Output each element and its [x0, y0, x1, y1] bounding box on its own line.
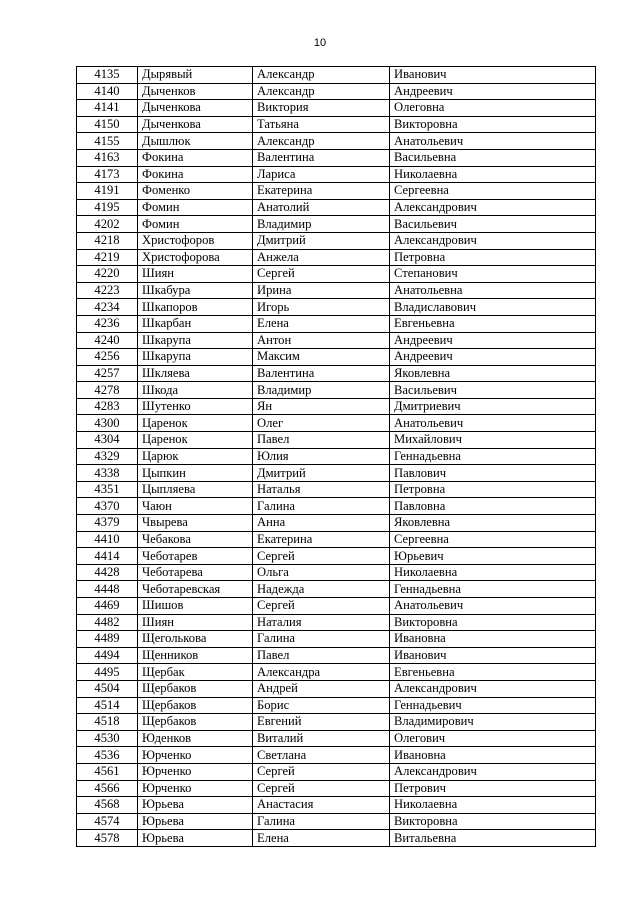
last-name-cell: Чеботарев	[138, 548, 253, 565]
last-name-cell: Фокина	[138, 149, 253, 166]
first-name-cell: Александр	[253, 83, 390, 100]
registry-number-cell: 4338	[77, 465, 138, 482]
first-name-cell: Сергей	[253, 780, 390, 797]
registry-number-cell: 4163	[77, 149, 138, 166]
first-name-cell: Александр	[253, 67, 390, 84]
first-name-cell: Валентина	[253, 365, 390, 382]
table-row	[77, 797, 596, 814]
registry-number-cell: 4140	[77, 83, 138, 100]
table-row	[77, 465, 596, 482]
table-row	[77, 697, 596, 714]
registry-number-cell: 4155	[77, 133, 138, 150]
table-row	[77, 116, 596, 133]
patronymic-cell: Геннадьевич	[390, 697, 596, 714]
first-name-cell: Екатерина	[253, 183, 390, 200]
registry-number-cell: 4329	[77, 448, 138, 465]
last-name-cell: Цыпляева	[138, 481, 253, 498]
registry-number-cell: 4141	[77, 100, 138, 117]
first-name-cell: Юлия	[253, 448, 390, 465]
patronymic-cell: Анатольевна	[390, 282, 596, 299]
first-name-cell: Анастасия	[253, 797, 390, 814]
first-name-cell: Наталья	[253, 481, 390, 498]
first-name-cell: Анатолий	[253, 199, 390, 216]
patronymic-cell: Павлович	[390, 465, 596, 482]
table-row	[77, 232, 596, 249]
first-name-cell: Лариса	[253, 166, 390, 183]
last-name-cell: Дыченкова	[138, 116, 253, 133]
patronymic-cell: Анатольевич	[390, 598, 596, 615]
registry-number-cell: 4256	[77, 349, 138, 366]
patronymic-cell: Юрьевич	[390, 548, 596, 565]
last-name-cell: Цыпкин	[138, 465, 253, 482]
registry-table-body	[77, 67, 596, 847]
registry-number-cell: 4448	[77, 581, 138, 598]
last-name-cell: Шкарупа	[138, 332, 253, 349]
first-name-cell: Надежда	[253, 581, 390, 598]
patronymic-cell: Петровна	[390, 249, 596, 266]
first-name-cell: Павел	[253, 432, 390, 449]
table-row	[77, 266, 596, 283]
last-name-cell: Шкапоров	[138, 299, 253, 316]
last-name-cell: Щербаков	[138, 697, 253, 714]
first-name-cell: Антон	[253, 332, 390, 349]
last-name-cell: Юденков	[138, 730, 253, 747]
registry-number-cell: 4566	[77, 780, 138, 797]
last-name-cell: Шишов	[138, 598, 253, 615]
patronymic-cell: Викторовна	[390, 813, 596, 830]
last-name-cell: Христофоров	[138, 232, 253, 249]
registry-number-cell: 4568	[77, 797, 138, 814]
first-name-cell: Елена	[253, 315, 390, 332]
registry-number-cell: 4220	[77, 266, 138, 283]
patronymic-cell: Геннадьевна	[390, 581, 596, 598]
first-name-cell: Владимир	[253, 382, 390, 399]
table-row	[77, 747, 596, 764]
first-name-cell: Евгений	[253, 714, 390, 731]
table-row	[77, 498, 596, 515]
registry-number-cell: 4234	[77, 299, 138, 316]
first-name-cell: Павел	[253, 647, 390, 664]
table-row	[77, 415, 596, 432]
last-name-cell: Чвырева	[138, 515, 253, 532]
patronymic-cell: Евгеньевна	[390, 664, 596, 681]
registry-number-cell: 4561	[77, 763, 138, 780]
registry-number-cell: 4578	[77, 830, 138, 847]
first-name-cell: Елена	[253, 830, 390, 847]
first-name-cell: Виталий	[253, 730, 390, 747]
first-name-cell: Максим	[253, 349, 390, 366]
registry-number-cell: 4218	[77, 232, 138, 249]
patronymic-cell: Павловна	[390, 498, 596, 515]
first-name-cell: Валентина	[253, 149, 390, 166]
patronymic-cell: Иванович	[390, 647, 596, 664]
table-row	[77, 349, 596, 366]
last-name-cell: Юрченко	[138, 747, 253, 764]
last-name-cell: Щербак	[138, 664, 253, 681]
first-name-cell: Александра	[253, 664, 390, 681]
table-row	[77, 448, 596, 465]
first-name-cell: Наталия	[253, 614, 390, 631]
table-row	[77, 315, 596, 332]
table-row	[77, 67, 596, 84]
registry-number-cell: 4257	[77, 365, 138, 382]
last-name-cell: Шкабура	[138, 282, 253, 299]
patronymic-cell: Ивановна	[390, 631, 596, 648]
patronymic-cell: Викторовна	[390, 116, 596, 133]
registry-number-cell: 4150	[77, 116, 138, 133]
first-name-cell: Игорь	[253, 299, 390, 316]
table-row	[77, 614, 596, 631]
table-row	[77, 664, 596, 681]
patronymic-cell: Геннадьевна	[390, 448, 596, 465]
patronymic-cell: Александрович	[390, 763, 596, 780]
last-name-cell: Чеботаревская	[138, 581, 253, 598]
table-row	[77, 133, 596, 150]
table-row	[77, 332, 596, 349]
last-name-cell: Щербаков	[138, 714, 253, 731]
first-name-cell: Виктория	[253, 100, 390, 117]
last-name-cell: Царенок	[138, 415, 253, 432]
table-row	[77, 382, 596, 399]
last-name-cell: Фомин	[138, 199, 253, 216]
last-name-cell: Дыченкова	[138, 100, 253, 117]
first-name-cell: Анна	[253, 515, 390, 532]
table-row	[77, 149, 596, 166]
patronymic-cell: Олеговна	[390, 100, 596, 117]
patronymic-cell: Андреевич	[390, 332, 596, 349]
registry-number-cell: 4240	[77, 332, 138, 349]
registry-table	[76, 66, 596, 847]
table-row	[77, 730, 596, 747]
last-name-cell: Юрьева	[138, 797, 253, 814]
first-name-cell: Ирина	[253, 282, 390, 299]
patronymic-cell: Михайлович	[390, 432, 596, 449]
table-row	[77, 598, 596, 615]
last-name-cell: Христофорова	[138, 249, 253, 266]
last-name-cell: Фоменко	[138, 183, 253, 200]
registry-number-cell: 4300	[77, 415, 138, 432]
last-name-cell: Чебакова	[138, 531, 253, 548]
table-row	[77, 398, 596, 415]
patronymic-cell: Сергеевна	[390, 183, 596, 200]
last-name-cell: Шутенко	[138, 398, 253, 415]
table-row	[77, 631, 596, 648]
last-name-cell: Дышлюк	[138, 133, 253, 150]
first-name-cell: Сергей	[253, 763, 390, 780]
registry-number-cell: 4489	[77, 631, 138, 648]
table-row	[77, 282, 596, 299]
last-name-cell: Юрченко	[138, 780, 253, 797]
last-name-cell: Фомин	[138, 216, 253, 233]
patronymic-cell: Сергеевна	[390, 531, 596, 548]
registry-number-cell: 4494	[77, 647, 138, 664]
first-name-cell: Дмитрий	[253, 232, 390, 249]
table-row	[77, 830, 596, 847]
registry-number-cell: 4370	[77, 498, 138, 515]
first-name-cell: Андрей	[253, 680, 390, 697]
first-name-cell: Ян	[253, 398, 390, 415]
registry-number-cell: 4304	[77, 432, 138, 449]
registry-number-cell: 4518	[77, 714, 138, 731]
table-row	[77, 166, 596, 183]
table-row	[77, 548, 596, 565]
registry-number-cell: 4283	[77, 398, 138, 415]
table-row	[77, 813, 596, 830]
last-name-cell: Шиян	[138, 266, 253, 283]
first-name-cell: Ольга	[253, 564, 390, 581]
patronymic-cell: Яковлевна	[390, 365, 596, 382]
first-name-cell: Анжела	[253, 249, 390, 266]
table-row	[77, 581, 596, 598]
table-row	[77, 83, 596, 100]
first-name-cell: Галина	[253, 813, 390, 830]
table-row	[77, 199, 596, 216]
first-name-cell: Сергей	[253, 598, 390, 615]
registry-number-cell: 4236	[77, 315, 138, 332]
registry-number-cell: 4514	[77, 697, 138, 714]
table-row	[77, 432, 596, 449]
page-number: 10	[313, 37, 327, 49]
patronymic-cell: Александрович	[390, 232, 596, 249]
table-row	[77, 780, 596, 797]
last-name-cell: Шкарупа	[138, 349, 253, 366]
registry-number-cell: 4202	[77, 216, 138, 233]
last-name-cell: Чеботарева	[138, 564, 253, 581]
table-row	[77, 531, 596, 548]
patronymic-cell: Петровна	[390, 481, 596, 498]
table-row	[77, 216, 596, 233]
first-name-cell: Сергей	[253, 548, 390, 565]
last-name-cell: Щенников	[138, 647, 253, 664]
patronymic-cell: Витальевна	[390, 830, 596, 847]
last-name-cell: Юрьева	[138, 813, 253, 830]
registry-number-cell: 4482	[77, 614, 138, 631]
patronymic-cell: Петрович	[390, 780, 596, 797]
table-row	[77, 763, 596, 780]
patronymic-cell: Анатольевич	[390, 415, 596, 432]
first-name-cell: Олег	[253, 415, 390, 432]
registry-number-cell: 4574	[77, 813, 138, 830]
last-name-cell: Шиян	[138, 614, 253, 631]
first-name-cell: Борис	[253, 697, 390, 714]
registry-number-cell: 4278	[77, 382, 138, 399]
patronymic-cell: Степанович	[390, 266, 596, 283]
first-name-cell: Татьяна	[253, 116, 390, 133]
table-row	[77, 515, 596, 532]
patronymic-cell: Андреевич	[390, 349, 596, 366]
table-row	[77, 365, 596, 382]
patronymic-cell: Владиславович	[390, 299, 596, 316]
patronymic-cell: Васильевна	[390, 149, 596, 166]
first-name-cell: Сергей	[253, 266, 390, 283]
registry-number-cell: 4495	[77, 664, 138, 681]
last-name-cell: Дыченков	[138, 83, 253, 100]
registry-number-cell: 4469	[77, 598, 138, 615]
last-name-cell: Юрченко	[138, 763, 253, 780]
last-name-cell: Дырявый	[138, 67, 253, 84]
registry-number-cell: 4219	[77, 249, 138, 266]
last-name-cell: Чаюн	[138, 498, 253, 515]
registry-number-cell: 4135	[77, 67, 138, 84]
first-name-cell: Светлана	[253, 747, 390, 764]
patronymic-cell: Олегович	[390, 730, 596, 747]
patronymic-cell: Иванович	[390, 67, 596, 84]
patronymic-cell: Николаевна	[390, 166, 596, 183]
patronymic-cell: Александрович	[390, 680, 596, 697]
patronymic-cell: Николаевна	[390, 797, 596, 814]
table-row	[77, 564, 596, 581]
patronymic-cell: Евгеньевна	[390, 315, 596, 332]
patronymic-cell: Владимирович	[390, 714, 596, 731]
last-name-cell: Царюк	[138, 448, 253, 465]
first-name-cell: Владимир	[253, 216, 390, 233]
registry-number-cell: 4173	[77, 166, 138, 183]
registry-number-cell: 4379	[77, 515, 138, 532]
first-name-cell: Александр	[253, 133, 390, 150]
first-name-cell: Галина	[253, 631, 390, 648]
registry-number-cell: 4414	[77, 548, 138, 565]
last-name-cell: Щербаков	[138, 680, 253, 697]
patronymic-cell: Анатольевич	[390, 133, 596, 150]
registry-number-cell: 4410	[77, 531, 138, 548]
patronymic-cell: Яковлевна	[390, 515, 596, 532]
table-row	[77, 249, 596, 266]
first-name-cell: Галина	[253, 498, 390, 515]
registry-number-cell: 4195	[77, 199, 138, 216]
registry-number-cell: 4504	[77, 680, 138, 697]
table-row	[77, 183, 596, 200]
patronymic-cell: Васильевич	[390, 216, 596, 233]
table-row	[77, 481, 596, 498]
last-name-cell: Шкляева	[138, 365, 253, 382]
last-name-cell: Шкода	[138, 382, 253, 399]
table-row	[77, 100, 596, 117]
last-name-cell: Юрьева	[138, 830, 253, 847]
registry-number-cell: 4428	[77, 564, 138, 581]
table-row	[77, 299, 596, 316]
first-name-cell: Дмитрий	[253, 465, 390, 482]
registry-number-cell: 4191	[77, 183, 138, 200]
last-name-cell: Царенок	[138, 432, 253, 449]
patronymic-cell: Александрович	[390, 199, 596, 216]
registry-number-cell: 4530	[77, 730, 138, 747]
last-name-cell: Шкарбан	[138, 315, 253, 332]
table-row	[77, 680, 596, 697]
patronymic-cell: Андреевич	[390, 83, 596, 100]
last-name-cell: Фокина	[138, 166, 253, 183]
patronymic-cell: Ивановна	[390, 747, 596, 764]
patronymic-cell: Викторовна	[390, 614, 596, 631]
registry-number-cell: 4351	[77, 481, 138, 498]
last-name-cell: Щеголькова	[138, 631, 253, 648]
table-row	[77, 647, 596, 664]
patronymic-cell: Васильевич	[390, 382, 596, 399]
patronymic-cell: Николаевна	[390, 564, 596, 581]
registry-number-cell: 4223	[77, 282, 138, 299]
table-row	[77, 714, 596, 731]
registry-number-cell: 4536	[77, 747, 138, 764]
patronymic-cell: Дмитриевич	[390, 398, 596, 415]
first-name-cell: Екатерина	[253, 531, 390, 548]
